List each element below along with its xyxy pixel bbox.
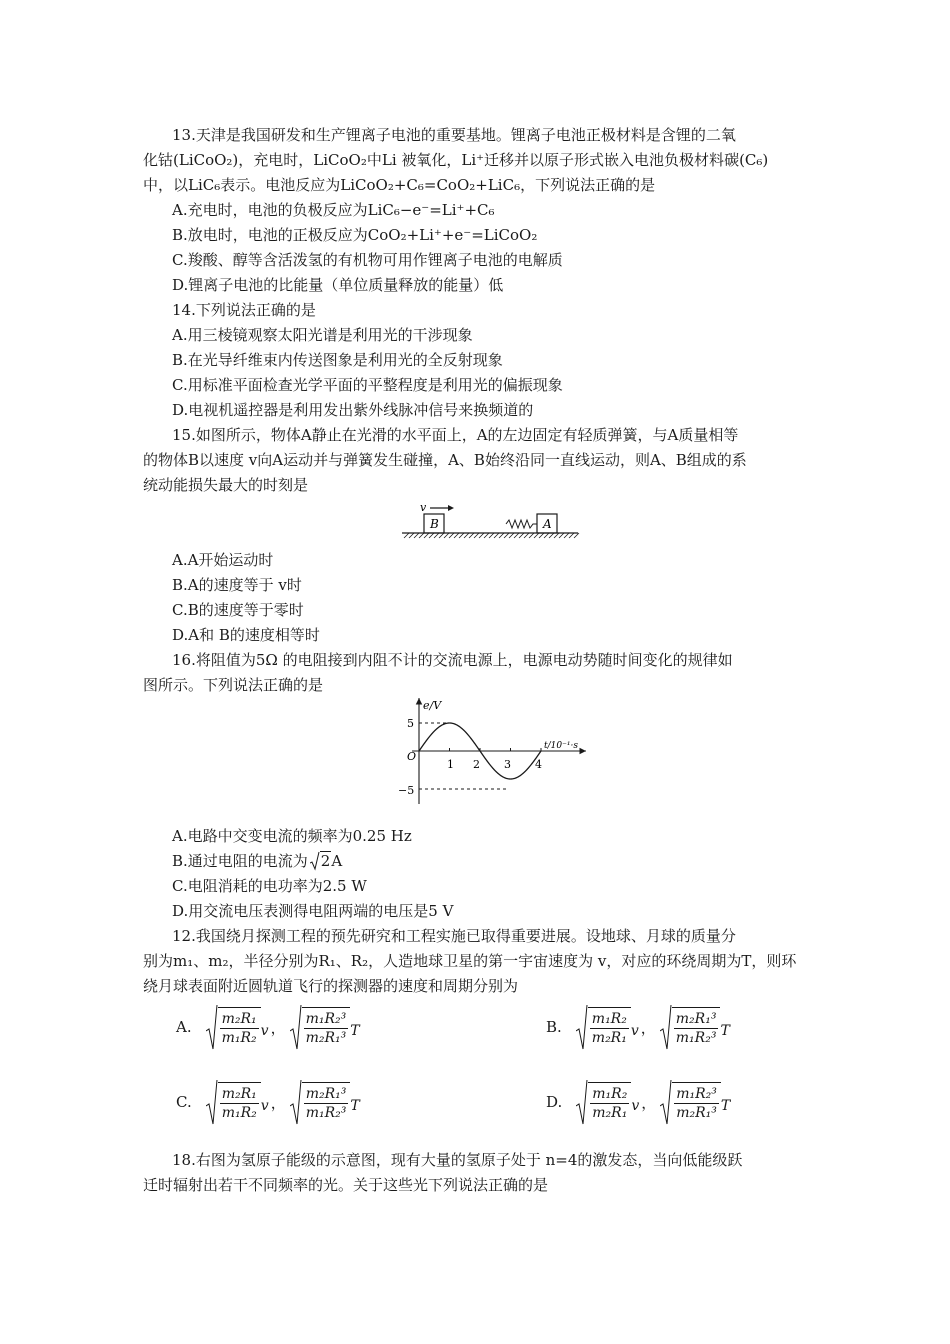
q15-option-d: D.A和 B的速度相等时 [172,626,320,644]
q12-option-c [176,1078,360,1126]
sqrt-2 [310,851,332,871]
symbol: v [260,1023,269,1039]
x-axis-label: t/10⁻¹·s [544,741,578,751]
radical-sign [290,1003,302,1051]
q15-option-c: C.B的速度等于零时 [172,601,304,619]
q18-stem-line1: 18.右图为氢原子能级的示意图，现有大量的氢原子处于 n=4的激发态，当向低能级跃 [172,1151,743,1169]
symbol: v [260,1098,269,1114]
velocity-expression [206,1078,269,1126]
q16-stem-line2: 图所示。下列说法正确的是 [143,676,324,694]
spring [506,520,537,528]
fraction [304,1010,349,1047]
radical-sign [206,1003,218,1051]
velocity-expression [576,1078,639,1126]
q12-option-a [176,1003,360,1051]
x-tick-4: 4 [535,758,542,771]
radical-sign [576,1078,588,1126]
separator: ， [270,1093,286,1112]
radical-sign [660,1078,672,1126]
fraction-numerator: m₁R₂ [592,1085,628,1102]
q13-option-b: B.放电时，电池的正极反应为CoO₂+Li⁺+e⁻=LiCoO₂ [172,226,538,244]
q13-option-d: D.锂离子电池的比能量（单位质量释放的能量）低 [172,276,504,294]
q15-spring-block-figure [400,496,580,544]
separator: ， [640,1018,656,1037]
symbol: T [350,1098,360,1114]
period-expression [660,1078,730,1126]
q14-option-d: D.电视机遥控器是利用发出紫外线脉冲信号来换频道的 [172,401,534,419]
fraction-numerator: m₁R₂ [591,1010,627,1027]
q13-stem-line3: 中，以LiC₆表示。电池反应为LiCoO₂+C₆=CoO₂+LiC₆，下列说法正确的是 [143,176,656,194]
q16-option-d: D.用交流电压表测得电阻两端的电压是5 V [172,902,454,920]
symbol: T [720,1098,731,1114]
symbol: T [720,1023,730,1039]
q12-option-b [546,1003,730,1051]
q15-option-a: A.A开始运动时 [172,551,274,569]
symbol: T [350,1023,360,1039]
fraction-denominator: m₂R₁³ [676,1104,717,1121]
q16-option-a: A.电路中交变电流的频率为0.25 Hz [172,827,412,845]
period-expression [290,1003,360,1051]
fraction-numerator: m₂R₁³ [305,1085,347,1102]
fraction [674,1010,719,1047]
q13-option-a: A.充电时，电池的负极反应为LiC₆−e⁻=Li⁺+C₆ [172,201,495,219]
ground-hatch [404,533,579,538]
fraction [674,1085,719,1122]
period-expression [660,1003,730,1051]
velocity-expression [576,1003,639,1051]
sqrt-2-value: 2 [320,852,331,870]
q16-option-b [172,851,342,871]
q16-option-b-text: B.通过电阻的电流为 [172,852,308,870]
fraction [304,1085,349,1122]
q12-stem-line3: 绕月球表面附近圆轨道飞行的探测器的速度和周期分别为 [143,977,519,995]
x-tick-3: 3 [504,758,511,771]
radical-sign [206,1078,218,1126]
fraction-denominator: m₂R₁³ [305,1029,347,1046]
q14-option-b: B.在光导纤维束内传送图象是利用光的全反射现象 [172,351,503,369]
fraction-denominator: m₁R₂ [221,1029,257,1046]
fraction-denominator: m₂R₁ [591,1029,627,1046]
symbol: v [631,1098,640,1114]
y-tick-5: 5 [407,717,414,730]
fraction-denominator: m₁R₂ [221,1104,257,1121]
option-label: D. [546,1093,563,1111]
q13-stem-line1: 13.天津是我国研发和生产锂离子电池的重要基地。锂离子电池正极材料是含锂的二氧 [172,126,736,144]
q13-stem-line2: 化钴(LiCoO₂)，充电时，LiCoO₂中Li 被氧化，Li⁺迁移并以原子形式嵌入电池负极材料碳(C₆) [143,151,769,169]
q16-option-b-unit: A [331,852,343,870]
velocity-label: v [420,501,427,514]
q14-option-a: A.用三棱镜观察太阳光谱是利用光的干涉现象 [172,326,473,344]
fraction [590,1085,629,1122]
q16-emf-graph [360,694,600,810]
option-label: B. [546,1018,562,1036]
fraction-denominator: m₁R₂³ [675,1029,717,1046]
q15-stem-line3: 统动能损失最大的时刻是 [143,476,309,494]
fraction [220,1010,259,1047]
fraction-numerator: m₂R₁ [221,1085,257,1102]
fraction [590,1010,629,1047]
radical-sign [290,1078,302,1126]
block-a-label: A [543,517,552,531]
q12-stem-line2: 别为m₁、m₂，半径分别为R₁、R₂，人造地球卫星的第一宇宙速度为 v，对应的环绕周期为T，则环 [143,952,797,970]
origin-label: O [407,750,417,763]
q12-option-d [546,1078,730,1126]
separator: ， [641,1093,657,1112]
x-tick-1: 1 [447,758,454,771]
q14-stem: 14.下列说法正确的是 [172,301,316,319]
fraction-denominator: m₂R₁ [592,1104,628,1121]
q15-stem-line1: 15.如图所示，物体A静止在光滑的水平面上，A的左边固定有轻质弹簧，与A质量相等 [172,426,739,444]
symbol: v [630,1023,639,1039]
q15-stem-line2: 的物体B以速度 v向A运动并与弹簧发生碰撞，A、B始终沿同一直线运动，则A、B组成的系 [143,451,747,469]
q18-stem-line2: 迁时辐射出若干不同频率的光。关于这些光下列说法正确的是 [143,1176,549,1194]
velocity-arrow [430,505,454,511]
q13-option-c: C.羧酸、醇等含活泼氢的有机物可用作锂离子电池的电解质 [172,251,563,269]
x-tick-2: 2 [473,758,480,771]
y-axis-label: e/V [423,699,442,712]
radical-sign [576,1003,588,1051]
fraction-numerator: m₂R₁³ [675,1010,717,1027]
q12-stem-line1: 12.我国绕月探测工程的预先研究和工程实施已取得重要进展。设地球、月球的质量分 [172,927,736,945]
q15-option-b: B.A的速度等于 v时 [172,576,302,594]
radical-sign [660,1003,672,1051]
fraction [220,1085,259,1122]
option-label: C. [176,1093,192,1111]
q14-option-c: C.用标准平面检查光学平面的平整程度是利用光的偏振现象 [172,376,563,394]
block-b-label: B [430,517,439,531]
option-label: A. [176,1018,192,1036]
fraction-numerator: m₂R₁ [221,1010,257,1027]
velocity-expression [206,1003,269,1051]
fraction-numerator: m₁R₂³ [676,1085,717,1102]
fraction-numerator: m₁R₂³ [305,1010,347,1027]
fraction-denominator: m₁R₂³ [305,1104,347,1121]
separator: ， [270,1018,286,1037]
period-expression [290,1078,360,1126]
q16-option-c: C.电阻消耗的电功率为2.5 W [172,877,367,895]
y-tick-neg5: −5 [398,784,415,797]
q16-stem-line1: 16.将阻值为5Ω 的电阻接到内阻不计的交流电源上，电源电动势随时间变化的规律如 [172,651,733,669]
